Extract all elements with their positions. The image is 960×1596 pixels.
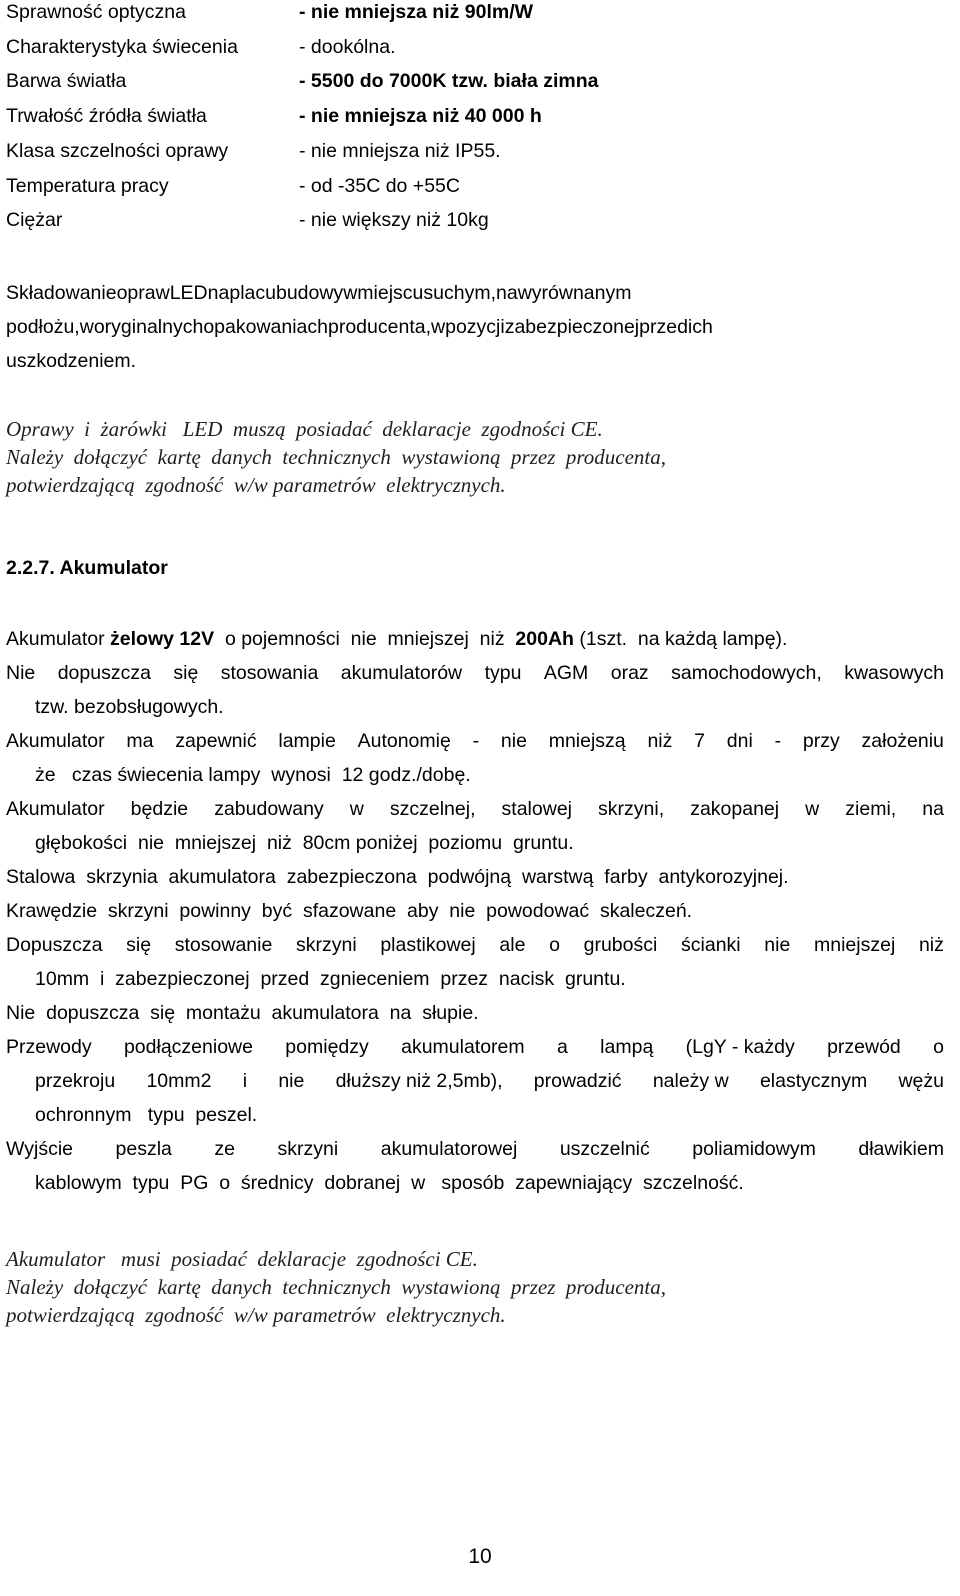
word: Dopuszcza [6, 934, 103, 956]
battery-line [6, 1030, 944, 1064]
text: (1szt. na każdą lampę). [573, 628, 788, 650]
note-line: Należy dołączyć kartę danych technicznych wystawioną przez producenta, [6, 1275, 666, 1299]
battery-line: głębokości nie mniejszej niż 80cm poniżej poziomu gruntu. [35, 832, 574, 854]
spec-value: - od -35C do +55C [299, 174, 460, 197]
word: na [496, 282, 518, 304]
word: Przewody [6, 1036, 92, 1058]
word: podłożu, [6, 316, 80, 338]
battery-compliance-note [6, 1245, 946, 1329]
battery-line: ochronnym typu peszel. [35, 1104, 258, 1126]
word: lampą [600, 1036, 654, 1058]
battery-line: 10mm i zabezpieczonej przed zgnieceniem przez nacisk gruntu. [35, 968, 626, 990]
word: - [472, 730, 480, 752]
battery-line: że czas świecenia lampy wynosi 12 godz./dobę. [35, 764, 471, 786]
word: dni [726, 730, 753, 752]
text: Akumulator [6, 628, 111, 650]
word: Autonomię [357, 730, 451, 752]
word: LED [169, 282, 208, 304]
section-heading: 2.2.7. Akumulator [6, 557, 168, 579]
spec-label: Trwałość źródła światła [6, 105, 207, 128]
note-line: Akumulator musi posiadać deklaracje zgodności CE. [6, 1247, 478, 1271]
word: i [242, 1070, 248, 1092]
word: kwasowych [844, 662, 944, 684]
word: samochodowych, [671, 662, 822, 684]
word: mniejszej [814, 934, 896, 956]
spec-label: Temperatura pracy [6, 174, 169, 197]
spec-value: - nie mniejsza niż IP55. [299, 139, 501, 162]
word: nie [764, 934, 791, 956]
word: o [549, 934, 560, 956]
battery-line [6, 724, 944, 758]
word: w [805, 798, 820, 820]
word: nie [278, 1070, 305, 1092]
word: placu [229, 282, 276, 304]
word: poliamidowym [692, 1138, 816, 1160]
word: przed [639, 316, 688, 338]
word: zabezpieczonej [504, 316, 640, 338]
word: skrzyni, [598, 798, 665, 820]
spec-value: - nie mniejsza niż 90lm/W [299, 1, 534, 23]
battery-requirements [6, 622, 944, 1200]
word: skrzyni [277, 1138, 339, 1160]
word: mniejszą [548, 730, 626, 752]
word: nie [500, 730, 527, 752]
note-line: potwierdzającą zgodność w/w parametrów elektrycznych. [6, 473, 506, 497]
battery-line [6, 792, 944, 826]
word: wyrównanym [517, 282, 632, 304]
word: ale [499, 934, 526, 956]
text: o pojemności nie mniejszej niż [214, 628, 516, 650]
word: na [922, 798, 944, 820]
word: pozycji [445, 316, 505, 338]
page-number: 10 [468, 1545, 492, 1568]
word: się [173, 662, 199, 684]
spec-row [6, 208, 946, 242]
emphasis: żelowy 12V [110, 628, 215, 650]
word: w [431, 316, 446, 338]
word: oraz [610, 662, 649, 684]
word: należy w [652, 1070, 729, 1092]
spec-label: Charakterystyka świecenia [6, 35, 238, 58]
spec-row [6, 69, 946, 103]
word: (LgY - każdy [685, 1036, 795, 1058]
spec-label: Barwa światła [6, 70, 127, 93]
word: przekroju [35, 1070, 116, 1092]
spec-label: Sprawność optyczna [6, 1, 186, 23]
word: akumulatorów [340, 662, 463, 684]
battery-line [6, 1064, 944, 1098]
word: niż [918, 934, 944, 956]
spec-row [6, 104, 946, 138]
battery-line: Nie dopuszcza się montażu akumulatora na słupie. [6, 1002, 479, 1024]
battery-line: Krawędzie skrzyni powinny być sfazowane aby nie powodować skaleczeń. [6, 900, 693, 922]
battery-line [6, 1132, 944, 1166]
battery-line: Stalowa skrzynia akumulatora zabezpieczona podwójną warstwą farby antykorozyjnej. [6, 866, 789, 888]
word: - [774, 730, 782, 752]
word: opakowaniach [203, 316, 328, 338]
word: elastycznym [759, 1070, 868, 1092]
spec-row [6, 0, 946, 34]
word: zabudowany [214, 798, 324, 820]
note-line: potwierdzającą zgodność w/w parametrów elektrycznych. [6, 1303, 506, 1327]
word: o [933, 1036, 944, 1058]
battery-line [6, 656, 944, 690]
word: opraw [116, 282, 170, 304]
battery-line [6, 622, 944, 656]
spec-label: Ciężar [6, 209, 63, 232]
note-line: Należy dołączyć kartę danych technicznych wystawioną przez producenta, [6, 445, 666, 469]
word: a [556, 1036, 568, 1058]
word: typu [484, 662, 522, 684]
word: ze [214, 1138, 236, 1160]
word: dłuższy niż 2,5mb), [335, 1070, 503, 1092]
spec-row [6, 35, 946, 69]
word: podłączeniowe [123, 1036, 253, 1058]
spec-value: - nie większy niż 10kg [299, 209, 489, 232]
paragraph-line [6, 276, 941, 310]
word: oryginalnych [93, 316, 204, 338]
spec-value: - dookólna. [299, 35, 396, 58]
paragraph-line [6, 310, 941, 344]
spec-value: - 5500 do 7000K tzw. biała zimna [299, 70, 599, 93]
word: Składowanie [6, 282, 117, 304]
word: w [79, 316, 94, 338]
word: miejscu [357, 282, 424, 304]
word: Nie [6, 662, 36, 684]
word: grubości [583, 934, 658, 956]
word: wężu [898, 1070, 944, 1092]
word: stosowanie [174, 934, 273, 956]
word: w [349, 798, 364, 820]
spec-value: - nie mniejsza niż 40 000 h [299, 105, 542, 128]
word: ścianki [681, 934, 741, 956]
battery-line: tzw. bezobsługowych. [35, 696, 224, 718]
word: się [126, 934, 152, 956]
word: zapewnić [175, 730, 257, 752]
word: pomiędzy [285, 1036, 369, 1058]
storage-paragraph [6, 276, 941, 378]
spec-row [6, 174, 946, 208]
battery-line: kablowym typu PG o średnicy dobranej w sposób zapewniający szczelność. [35, 1172, 744, 1194]
word: Akumulator [6, 730, 105, 752]
word: skrzyni [295, 934, 357, 956]
word: dopuszcza [57, 662, 151, 684]
battery-line [6, 928, 944, 962]
word: na [207, 282, 230, 304]
word: uszczelnić [559, 1138, 650, 1160]
word: stalowej [501, 798, 572, 820]
word: Wyjście [6, 1138, 73, 1160]
word: dławikiem [858, 1138, 944, 1160]
word: 10mm2 [146, 1070, 212, 1092]
word: 7 [694, 730, 706, 752]
word: akumulatorowej [380, 1138, 518, 1160]
word: budowy [275, 282, 344, 304]
word: przewód [827, 1036, 901, 1058]
word: Akumulator [6, 798, 105, 820]
word: akumulatorem [401, 1036, 525, 1058]
word: ma [126, 730, 154, 752]
note-line: Oprawy i żarówki LED muszą posiadać deklaracje zgodności CE. [6, 417, 603, 441]
word: plastikowej [380, 934, 476, 956]
word: ziemi, [845, 798, 897, 820]
paragraph-line: uszkodzeniem. [6, 350, 137, 372]
word: peszla [115, 1138, 172, 1160]
word: założeniu [861, 730, 944, 752]
word: ich [687, 316, 713, 338]
word: szczelnej, [389, 798, 476, 820]
word: zakopanej [690, 798, 780, 820]
emphasis: 200Ah [515, 628, 574, 650]
word: producenta, [328, 316, 431, 338]
word: stosowania [220, 662, 319, 684]
word: prowadzić [533, 1070, 622, 1092]
word: suchym, [423, 282, 496, 304]
word: AGM [543, 662, 589, 684]
word: lampie [278, 730, 336, 752]
spec-label: Klasa szczelności oprawy [6, 139, 229, 162]
word: przy [802, 730, 840, 752]
word: niż [647, 730, 673, 752]
word: będzie [130, 798, 189, 820]
spec-row [6, 139, 946, 173]
led-compliance-note [6, 415, 946, 499]
word: w [343, 282, 358, 304]
